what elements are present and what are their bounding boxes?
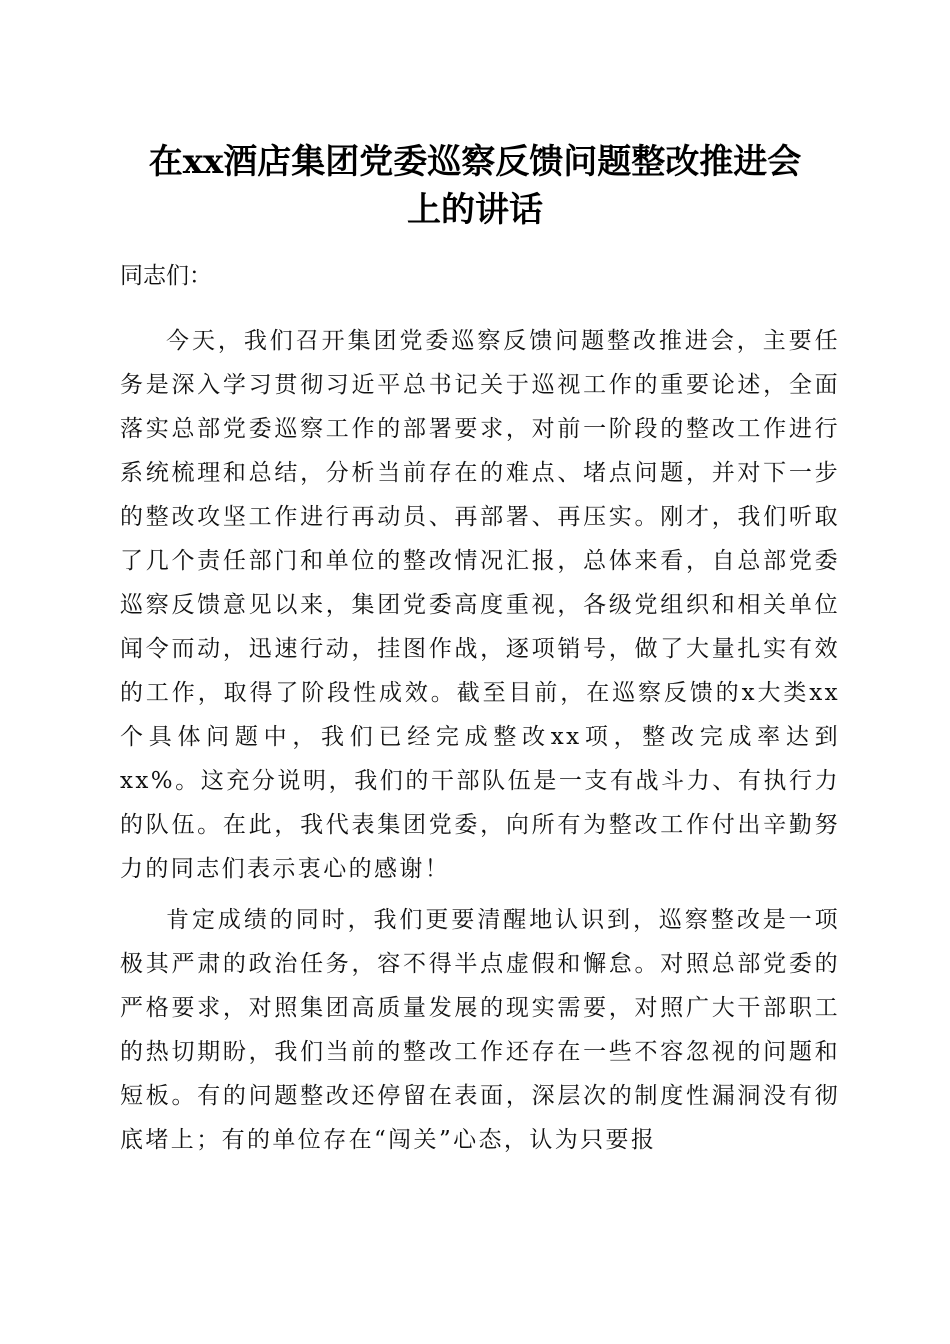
paragraph-2: 肯定成绩的同时，我们更要清醒地认识到，巡察整改是一项极其严肃的政治任务，容不得半点虚假和懈怠。对照总部党委的严格要求，对照集团高质量发展的现实需要，对照广大干部职工的热切期盼，我们当前的整改工作还存在一些不容忽视的问题和短板。有的问题整改还停留在表面，深层次的制度性漏洞没有彻底堵上；有的单位存在“闯关”心态，认为只要报 bbox=[120, 907, 840, 1153]
document-title-line-2: 上的讲话 bbox=[407, 190, 543, 230]
salutation: 同志们： bbox=[120, 263, 212, 289]
paragraph-1: 今天，我们召开集团党委巡察反馈问题整改推进会，主要任务是深入学习贯彻习近平总书记关于巡视工作的重要论述，全面落实总部党委巡察工作的部署要求，对前一阶段的整改工作进行系统梳理和总结，分析当前存在的难点、堵点问题，并对下一步的整改攻坚工作进行再动员、再部署、再压实。刚才，我们听取了几个责任部门和单位的整改情况汇报，总体来看，自总部党委巡察反馈意见以来，集团党委高度重视，各级党组织和相关单位闻令而动，迅速行动，挂图作战，逐项销号，做了大量扎实有效的工作，取得了阶段性成效。截至目前，在巡察反馈的x大类xx个具体问题中，我们已经完成整改xx项，整改完成率达到xx%。这充分说明，我们的干部队伍是一支有战斗力、有执行力的队伍。在此，我代表集团党委，向所有为整改工作付出辛勤努力的同志们表示衷心的感谢！ bbox=[120, 328, 840, 882]
document-title-line-1: 在xx酒店集团党委巡察反馈问题整改推进会 bbox=[148, 142, 802, 182]
